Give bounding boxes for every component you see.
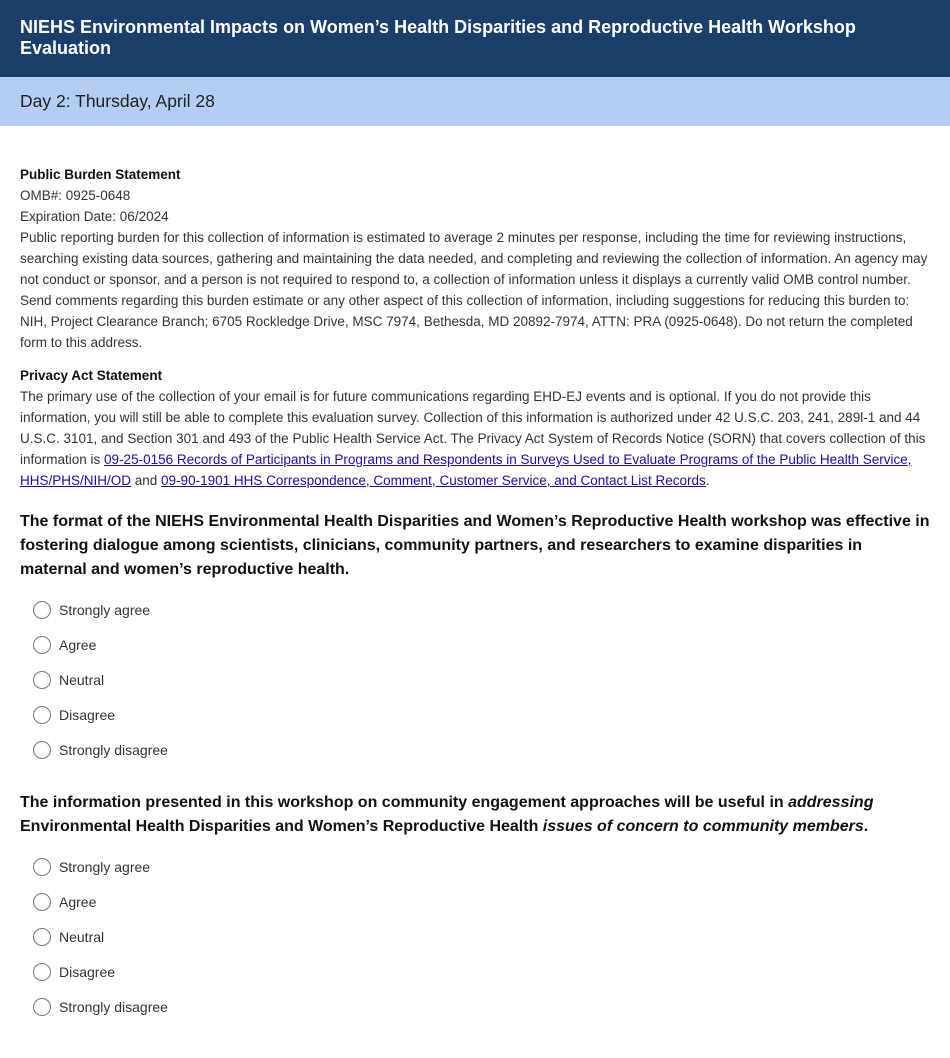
question-text <box>20 791 930 839</box>
question-information-useful <box>20 791 930 1024</box>
radio-option[interactable] <box>33 732 930 767</box>
radio-button[interactable] <box>33 893 51 911</box>
option-label[interactable]: Strongly agree <box>59 601 151 618</box>
radio-button[interactable] <box>33 601 51 619</box>
radio-option[interactable] <box>33 592 930 627</box>
option-label[interactable]: Agree <box>59 636 97 653</box>
radio-option[interactable] <box>33 662 930 697</box>
option-label[interactable]: Disagree <box>59 963 116 980</box>
radio-button[interactable] <box>33 636 51 654</box>
radio-button[interactable] <box>33 671 51 689</box>
radio-group <box>20 592 930 767</box>
omb-number: OMB#: 0925-0648 <box>20 188 131 203</box>
privacy-title: Privacy Act Statement <box>20 368 163 383</box>
option-label[interactable]: Strongly disagree <box>59 998 168 1015</box>
privacy-act-statement <box>20 365 930 491</box>
radio-button[interactable] <box>33 963 51 981</box>
sorn-link-1901[interactable]: 09-90-1901 HHS Correspondence, Comment, Customer Service, and Contact List Records <box>161 473 706 488</box>
radio-button[interactable] <box>33 998 51 1016</box>
radio-option[interactable] <box>33 849 930 884</box>
question-text-part: Environmental Health Disparities and Women’s Reproductive Health <box>20 818 543 835</box>
form-header <box>0 0 950 77</box>
radio-option[interactable] <box>33 954 930 989</box>
radio-button[interactable] <box>33 858 51 876</box>
privacy-and: and <box>131 473 162 488</box>
radio-group <box>20 849 930 1024</box>
burden-title: Public Burden Statement <box>20 167 181 182</box>
form-title: NIEHS Environmental Impacts on Women’s Health Disparities and Reproductive Health Workshop Evaluation <box>20 17 856 58</box>
privacy-body-text: The primary use of the collection of your email is for future communications regarding EHD-EJ events and is optional. If you do not provide this information, you will still be able to complete this evaluation survey. Collection of this information is authorized under 42 U.S.C. 203, 241, 289l-1 and 44 U.S.C. 3101, and Section 301 and 493 of the Public Health Service Act. The Privacy Act System of Records Notice (SORN) that covers collection of this information is <box>20 389 926 467</box>
radio-option[interactable] <box>33 884 930 919</box>
option-label[interactable]: Disagree <box>59 706 116 723</box>
radio-option[interactable] <box>33 627 930 662</box>
radio-button[interactable] <box>33 706 51 724</box>
option-label[interactable]: Strongly agree <box>59 858 151 875</box>
question-text-part: . <box>863 818 869 835</box>
option-label[interactable]: Neutral <box>59 928 105 945</box>
section-header <box>0 77 950 126</box>
question-text-emphasis: issues of concern to community members <box>542 818 864 835</box>
form-content <box>0 126 950 1024</box>
question-text-emphasis: addressing <box>788 794 874 811</box>
option-label[interactable]: Neutral <box>59 671 105 688</box>
radio-option[interactable] <box>33 697 930 732</box>
section-title: Day 2: Thursday, April 28 <box>20 91 215 111</box>
sorn-link-0156[interactable]: 09-25-0156 Records of Participants in Programs and Respondents in Surveys Used to Evaluate Programs of the Public Health Service, HHS/PHS/NIH/OD <box>20 452 912 488</box>
expiration-date: Expiration Date: 06/2024 <box>20 209 169 224</box>
question-format-effective <box>20 510 930 767</box>
privacy-end: . <box>705 473 710 488</box>
public-burden-statement <box>20 164 930 353</box>
radio-button[interactable] <box>33 741 51 759</box>
option-label[interactable]: Strongly disagree <box>59 741 168 758</box>
radio-button[interactable] <box>33 928 51 946</box>
option-label[interactable]: Agree <box>59 893 97 910</box>
radio-option[interactable] <box>33 989 930 1024</box>
question-text: The format of the NIEHS Environmental Health Disparities and Women’s Reproductive Health workshop was effective in fostering dialogue among scientists, clinicians, community partners, and researchers to examine disparities in maternal and women’s reproductive health. <box>20 513 930 578</box>
radio-option[interactable] <box>33 919 930 954</box>
burden-body: Public reporting burden for this collection of information is estimated to average 2 minutes per response, including the time for reviewing instructions, searching existing data sources, gathering and maintaining the data needed, and completing and reviewing the collection of information. An agency may not conduct or sponsor, and a person is not required to respond to, a collection of information unless it displays a currently valid OMB control number. Send comments regarding this burden estimate or any other aspect of this collection of information, including suggestions for reducing this burden to: NIH, Project Clearance Branch; 6705 Rockledge Drive, MSC 7974, Bethesda, MD 20892-7974, ATTN: PRA (0925-0648). Do not return the completed form to this address. <box>20 230 928 350</box>
privacy-body <box>20 389 925 488</box>
question-text-part: The information presented in this workshop on community engagement approaches will be useful in <box>20 794 789 811</box>
